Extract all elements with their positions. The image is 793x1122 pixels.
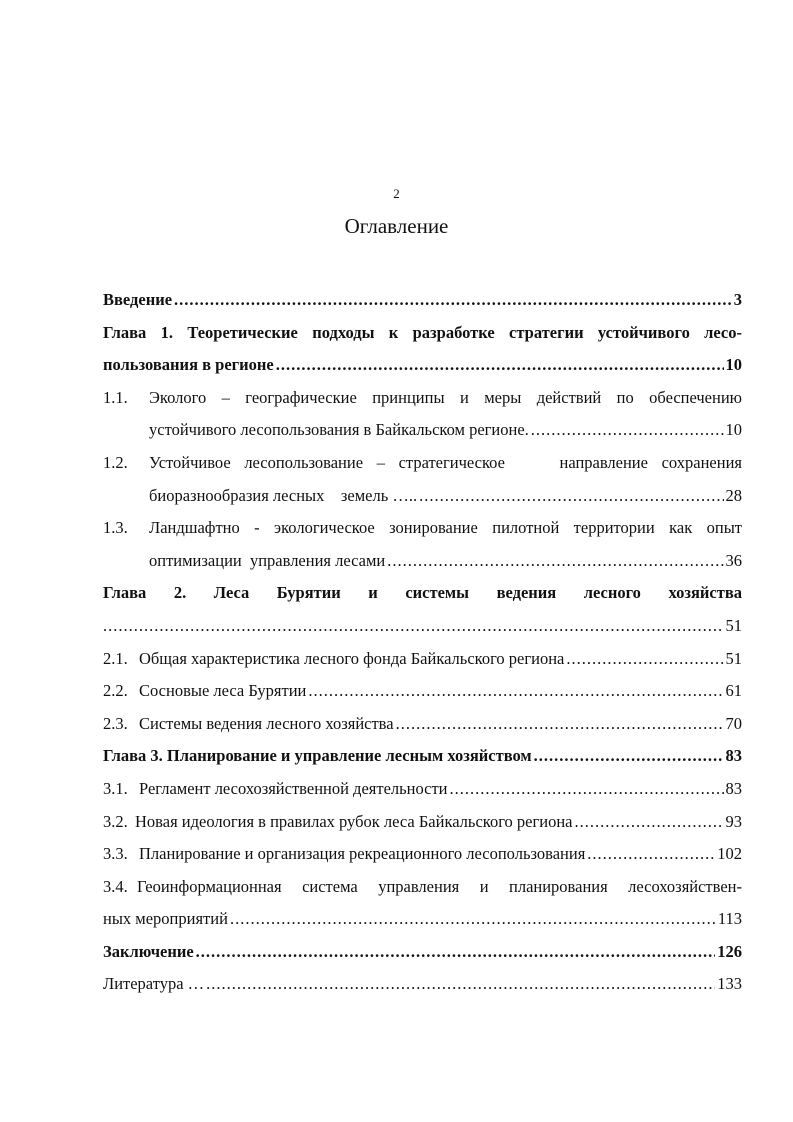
toc-entry-intro [103,284,742,317]
toc-page: 51 [725,648,742,668]
toc-leader [196,936,716,969]
toc-entry-3-3 [103,838,742,871]
toc-entry-literature [103,968,742,1001]
toc-number: 1.1. [103,387,128,407]
toc-label: Литература … [103,974,205,994]
toc-page: 10 [725,355,742,375]
toc-entry-chapter-2 [103,577,742,642]
toc-number: 2.3. [103,713,128,733]
toc-label: Глава 3. Планирование и управление лесным хозяйством [103,746,532,766]
toc-page: 102 [717,844,742,864]
toc-page: 126 [717,941,742,961]
toc-number: 3.2. [103,811,128,831]
toc-leader [419,480,723,513]
toc-label: Заключение [103,941,194,961]
toc-entry-conclusion [103,936,742,969]
toc-label-line: Геоинформационная система управления и планирования лесохозяйствен- [137,876,742,896]
toc-number: 3.3. [103,844,128,864]
toc-label: Системы ведения лесного хозяйства [139,713,394,733]
toc-entry-1-3 [103,512,742,577]
toc-number: 1.3. [103,518,128,538]
toc-leader [531,414,724,447]
toc-entry-chapter-1 [103,317,742,382]
toc-label-line: оптимизации управления лесами [149,550,386,570]
toc-label-line: Устойчивое лесопользование – стратегическое направление сохранения [149,452,742,472]
toc-number: 3.1. [103,778,128,798]
toc-leader [308,675,723,708]
toc-page: 133 [717,974,742,994]
toc-label: Введение [103,290,173,309]
toc-label: Планирование и организация рекреационного лесопользования [139,844,586,864]
toc-entry-3-2 [103,806,742,839]
toc-page: 83 [725,746,742,766]
toc-page: 36 [725,550,742,570]
toc-label: Новая идеология в правилах рубок леса Байкальского региона [135,811,573,831]
toc-number: 2.2. [103,681,128,701]
toc-page: 113 [717,909,742,929]
toc-leader [387,545,723,578]
toc-entry-chapter-3 [103,740,742,773]
toc-leader [575,806,724,839]
toc-leader [534,740,724,773]
toc-page: 10 [725,420,742,440]
toc-label: Общая характеристика лесного фонда Байкальского региона [139,648,565,668]
toc-label-line: устойчивого лесопользования в Байкальском регионе. [149,420,529,440]
toc-leader [396,708,724,741]
toc-number: 3.4. [103,876,128,896]
toc-label-line: пользования в регионе [103,355,274,375]
toc-label-line: Глава 2. Леса Бурятии и системы ведения лесного хозяйства [103,583,742,603]
toc-label: Регламент лесохозяйственной деятельности [139,778,448,798]
toc-leader [587,838,715,871]
toc-leader [174,284,732,317]
toc-leader [103,610,724,643]
toc-entry-2-3 [103,708,742,741]
toc-label-line: Эколого – географические принципы и меры действий по обеспечению [149,387,742,407]
toc-page: 83 [725,778,742,798]
toc-entry-2-2 [103,675,742,708]
toc-entry-3-1 [103,773,742,806]
table-of-contents [103,284,742,1001]
toc-label-line: Глава 1. Теоретические подходы к разработке стратегии устойчивого лесо- [103,322,742,342]
toc-page: 28 [725,485,742,505]
toc-leader [450,773,724,806]
page-title: Оглавление [344,214,449,238]
toc-page: 3 [733,290,742,309]
toc-number: 2.1. [103,648,128,668]
toc-page: 70 [725,713,742,733]
toc-leader [230,903,716,936]
toc-label-line: биоразнообразия лесных земель ….. [149,485,418,505]
toc-entry-1-1 [103,382,742,447]
toc-leader [206,968,715,1001]
toc-label: Сосновые леса Бурятии [139,681,307,701]
toc-entry-2-1 [103,643,742,676]
toc-leader [566,643,723,676]
toc-page: 93 [725,811,742,831]
toc-page: 51 [725,615,742,635]
toc-label-line: ных мероприятий [103,909,228,929]
toc-entry-1-2 [103,447,742,512]
toc-leader [276,349,724,382]
toc-entry-3-4 [103,871,742,936]
toc-number: 1.2. [103,452,128,472]
toc-page: 61 [725,681,742,701]
page-number: 2 [393,186,400,201]
toc-label-line: Ландшафтно - экологическое зонирование пилотной территории как опыт [149,518,742,538]
